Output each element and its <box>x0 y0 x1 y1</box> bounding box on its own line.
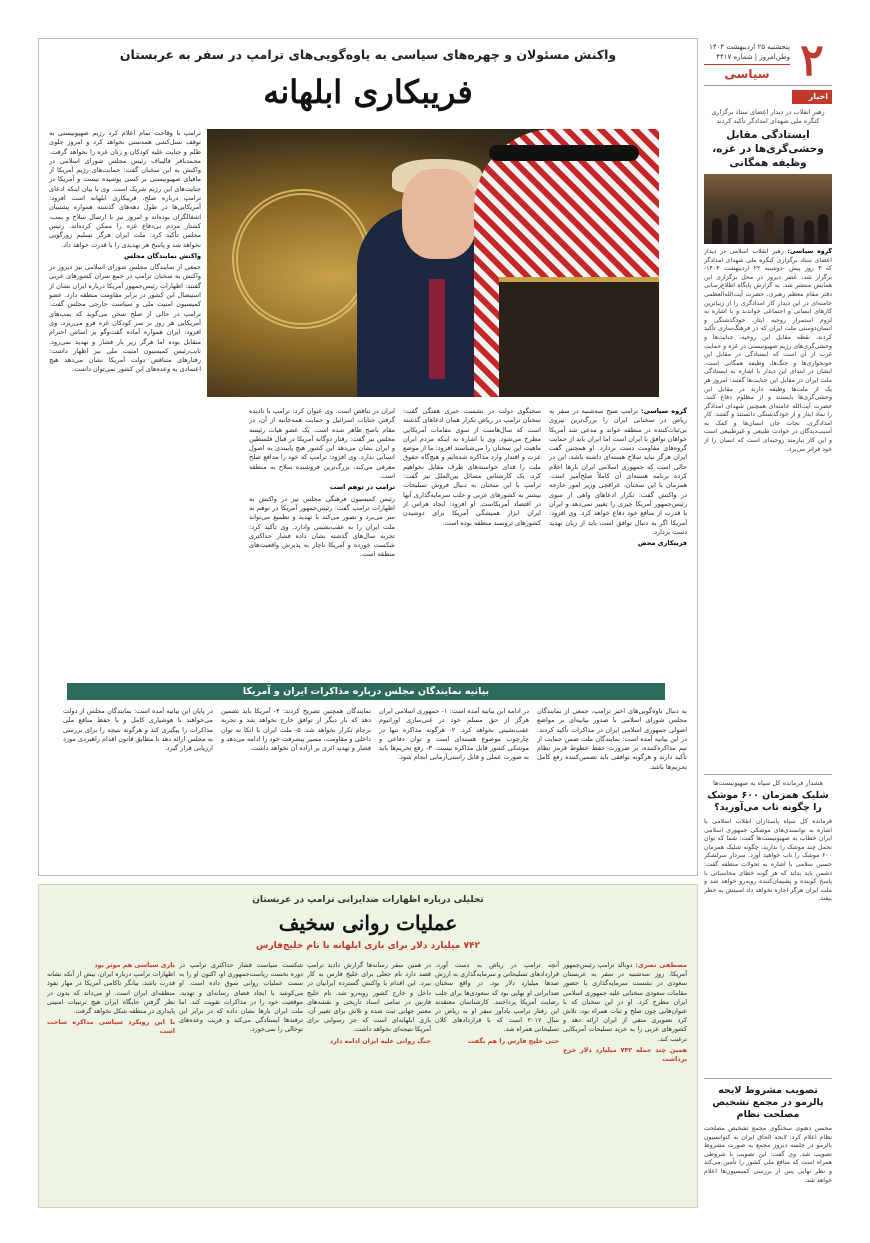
column-text: در همین سفر رسانه‌ها گزارش دادند ترامپ قصد دارد نام جعلی برای خلیج فارس به کار ببرد. این اقدام با واکنش گسترده ایرانیان در داخل و خارج کشور روبه‌رو شد. نام خلیج فارس در تمامی اسناد تاریخی و نقشه‌های معتبر جهانی ثبت شده و تلاش برای تغییر آن، بازی ابلهانه‌ای است که جز رسوایی برای آمریکا نتیجه‌ای نخواهد داشت. <box>307 961 431 1034</box>
author-label: مصطفی نصری: <box>635 961 687 969</box>
analysis-column <box>47 961 175 1201</box>
column-subhead: جنگ روانی علیه ایران ادامه دارد <box>329 1036 431 1045</box>
statement-column: در ادامه این بیانیه آمده است: ۱- جمهوری اسلامی ایران هرگز از حق مسلم خود در غنی‌سازی اورانیوم عقب‌نشینی نخواهد کرد. ۲- هرگونه مذاکره تنها در چارچوب موضوع هسته‌ای است و توان دفاعی و موشکی کشور قابل مذاکره نیست. ۳- رفع تحریم‌ها باید به صورت عملی و قابل راستی‌آزمایی انجام شود. <box>379 707 529 762</box>
date-line <box>704 42 790 62</box>
column-text: آنچه ترامپ در ریاض به دست آورد، قراردادهای تسلیحاتی و سرمایه‌گذاری به ارزش صدها میلیارد دلار بود. در واقع سخنان ضدایرانی او بهایی بود که سعودی‌ها برای جلب رضایت آمریکا پرداختند. کارشناسان معتقدند این رفتار ترامپ یادآور سفر او به ریاض در سال ۲۰۱۷ است که با قراردادهای کلان تسلیحاتی همراه شد. <box>435 961 559 1034</box>
masthead <box>704 35 832 86</box>
column-subhead: حتی خلیج فارس را هم نگفت <box>467 1036 559 1045</box>
analysis-column: شکست سیاست فشار حداکثری ترامپ در دوره نخست ریاست‌جمهوری او، اکنون او را به سمت عملیات روانی سوق داده است. او می‌کوشد با ایجاد فضای رسانه‌ای و تهدید، موقعیت خود را در مذاکرات تقویت کند. اما ملت ایران بارها نشان داده که در برابر این ترفندها ایستادگی می‌کند و فریب وعده‌های توخالی را نمی‌خورد. <box>179 961 303 1034</box>
issue-date: پنجشنبه ۲۵ اردیبهشت ۱۴۰۴ <box>709 43 790 51</box>
analysis-column <box>435 961 559 1201</box>
sidebar-story3-body: محسن دهنوی سخنگوی مجمع تشخیص مصلحت نظام اعلام کرد: لایحه الحاق ایران به کنوانسیون پالرمو در جلسه دیروز مجمع به صورت مشروط تصویب شد. وی گفت: این تصویب با شروطی همراه است که منافع ملی کشور را تأمین می‌کند و نظر نهایی پس از بررسی کمیسیون‌ها اعلام خواهد شد. <box>704 1125 832 1184</box>
statement-column: به دنبال یاوه‌گویی‌های اخیر ترامپ، جمعی از نمایندگان مجلس شورای اسلامی با صدور بیانیه‌ای بر مواضع اصولی جمهوری اسلامی ایران در مذاکرات تأکید کردند. در این بیانیه آمده است: نمایندگان ملت ضمن حمایت از تیم مذاکره‌کننده، بر ضرورت حفظ خطوط قرمز نظام تأکید دارند و هرگونه توافقی باید تضمین‌کننده رفع کامل تحریم‌ها باشد. <box>537 707 687 771</box>
statement-column: در پایان این بیانیه آمده است: نمایندگان مجلس از دولت می‌خواهند با هوشیاری کامل و با حفظ منافع ملی مذاکرات را پیگیری کند و هرگونه نتیجه را برای بررسی به مجلس ارائه دهد تا مطابق قانون اقدام راهبردی مورد ارزیابی قرار گیرد. <box>63 707 213 753</box>
sidebar <box>704 35 832 1208</box>
photo-ornament <box>232 189 372 329</box>
column-text: ایران در تناقض است. وی عنوان کرد: ترامپ با نادیده گرفتن جنایات اسرائیل و حمایت همه‌جانبه از آن، در مقام ناصح ظاهر شده است. یک عضو هیات رئیسه مجلس نیز گفت: رفتار دوگانه آمریکا در قبال فلسطین و ایران نشان می‌دهد این کشور هیچ پایبندی به اصول انسانی ندارد. وی افزود: ترامپ که خود را مدافع صلح معرفی می‌کند، بزرگ‌ترین فروشنده سلاح به منطقه است. <box>249 407 395 481</box>
statement-column: نمایندگان همچنین تصریح کردند: ۴- آمریکا باید تضمین دهد که بار دیگر از توافق خارج نخواهد شد و تجربه برجام تکرار نخواهد شد. ۵- ملت ایران با اتکا به توان داخلی و مقاومت، مسیر پیشرفت خود را ادامه می‌دهد و فشار و تهدید اثری بر اراده آن نخواهد داشت. <box>221 707 371 753</box>
photo-figure <box>728 214 738 244</box>
analysis-headline: عملیات روانی سخیف <box>278 911 458 935</box>
text-column <box>549 407 687 677</box>
lead-label: گروه سیاسی: <box>641 407 687 415</box>
photo-figure <box>712 218 722 244</box>
analysis-subhead: ۷۴۲ میلیارد دلار برای بازی ابلهانه با نام خلیج‌فارس <box>256 941 480 951</box>
analysis-column <box>563 961 687 1201</box>
column-text: جمعی از نمایندگان مجلس شورای اسلامی نیز دیروز در واکنش به سخنان ترامپ در جمع سران کشورهای عربی گفتند: اظهارات رئیس‌جمهور آمریکا درباره ایران نشان از استیصال این کشور در برابر مقاومت منطقه دارد. عضو کمیسیون امنیت ملی و سیاست خارجی مجلس گفت: ترامپ در حالی از صلح سخن می‌گوید که بمب‌های آمریکایی هر روز بر سر کودکان غزه فرو می‌ریزد. وی افزود: ایران همواره آماده گفت‌وگو بر اساس احترام متقابل بوده اما هرگز زیر بار فشار و تهدید نمی‌رود. نایب‌رئیس کمیسیون امنیت ملی نیز اظهار داشت: رفتارهای متناقض دولت آمریکا نشان می‌دهد هیچ اعتمادی به وعده‌های این کشور نمی‌توان داشت. <box>49 263 201 374</box>
column-subhead: فریبکاری محض <box>637 539 687 548</box>
sidebar-story1-photo <box>704 174 832 244</box>
lead-photo <box>207 129 659 397</box>
column-subhead: ترامپ در توهم است <box>329 483 395 492</box>
sidebar-story2-body: فرمانده کل سپاه پاسداران انقلاب اسلامی با اشاره به توانمندی‌های موشکی جمهوری اسلامی ایران خطاب به صهیونیست‌ها گفت: شما که توان تحمل چند موشک را ندارید، چگونه شلیک همزمان ۶۰۰ موشک را تاب خواهید آورد. سردار سرلشکر حسین سلامی با اشاره به تحولات منطقه گفت: دشمن باید بداند که هر گونه خطای محاسباتی با پاسخ کوبنده و پشیمان‌کننده روبه‌رو خواهد شد و ملت ایران هرگز اجازه نخواهد داد امنیتش به خطر بیفتد. <box>704 818 832 903</box>
column-subhead: بازی سیاسی هم موثر بود <box>94 961 175 969</box>
analysis-column <box>307 961 431 1201</box>
sidebar-story1-kicker: رهبر انقلاب در دیدار اعضای ستاد برگزاری کنگره ملی شهدای امدادگر تأکید کردند <box>711 108 825 125</box>
text-column <box>49 129 201 677</box>
column-text: ترامپ با وقاحت تمام اعلام کرد رژیم صهیونیستی به توقف نسل‌کشی همدستی نخواهد کرد و امروز جلوی ظلم و جنایت علیه کودکان و زنان غزه را نخواهد گرفت. محمدباقر قالیباف رئیس مجلس شورای اسلامی در واکنش به این سخنان گفت: حمایت‌های رژیم آمریکا از مافیای صهیونیستی بر کسی پوشیده نیست و آمریکا در جنایت‌های این رژیم شریک است. وی با بیان اینکه ادعای ترامپ درباره صلح، فریبکاری ابلهانه است افزود: آمریکایی‌ها در طول دهه‌های گذشته همواره پشتیبان اشغالگران بوده‌اند و امروز نیز با ارسال سلاح و بمب، کشتار مردم بی‌دفاع غزه را ممکن کرده‌اند. رئیس مجلس تأکید کرد: ملت ایران هرگز تسلیم زورگویی نخواهد شد و پاسخ هر تهدیدی را با قدرت خواهد داد. <box>49 129 201 249</box>
analysis-box <box>38 884 698 1208</box>
sidebar-story2-kicker: هشدار فرمانده کل سپاه به صهیونیست‌ها <box>713 779 823 787</box>
column-subhead: با این رویکرد سیاسی مذاکره ساخت است <box>47 1018 175 1036</box>
sidebar-story1-headline: ایستادگی مقابل وحشی‌گری‌ها در غزه، وظیفه همگانی <box>712 129 824 169</box>
column-text: رئیس کمیسیون فرهنگی مجلس نیز در واکنش به اظهارات ترامپ گفت: رئیس‌جمهور آمریکا در توهم به سر می‌برد و تصور می‌کند با تهدید و تطمیع می‌تواند ملت ایران را به عقب‌نشینی وادارد. وی تأکید کرد: تجربه سال‌های گذشته نشان داده فشار حداکثری شکست خورده و آمریکا ناچار به پذیرش واقعیت‌های منطقه است. <box>249 494 395 559</box>
section-name: سیاسی <box>704 64 790 82</box>
sidebar-story2-headline: شلیک همزمان ۶۰۰ موشک را چگونه تاب می‌آورید؟ <box>707 790 829 813</box>
column-text: دونالد ترامپ رئیس‌جمهور آمریکا، روز سه‌شنبه در سفر به عربستان سعودی در نشست سرمایه‌گذاری با حضور مقامات سعودی سخنانی علیه جمهوری اسلامی ایران مطرح کرد. او در این سخنان که با عنوان‌هایی چون صلح و ثبات همراه بود، تلاش کرد تصویری منفی از ایران ارائه دهد و کشورهای عربی را به خرید تسلیحات آمریکایی ترغیب کند. <box>563 961 687 1043</box>
main-story <box>38 38 698 876</box>
column-text: اظهارات ترامپ درباره ایران، بیش از آنکه نشانه قدرت باشد، بیانگر ناکامی آمریکا در مهار نفوذ منطقه‌ای ایران است. او می‌داند که بدون در نظر گرفتن جایگاه ایران هیچ ترتیبات امنیتی پایداری در منطقه شکل نخواهد گرفت. <box>47 970 175 1016</box>
photo-figure <box>784 216 794 244</box>
text-column <box>249 407 395 677</box>
main-story-kicker: واکنش مسئولان و چهره‌های سیاسی به یاوه‌گویی‌های ترامپ در سفر به عربستان <box>119 47 617 62</box>
photo-figure-face <box>402 169 477 259</box>
page-number: ۲ <box>800 35 824 86</box>
sidebar-story3 <box>704 1078 832 1208</box>
analysis-kicker: تحلیلی درباره اظهارات ضدایرانی ترامپ در عربستان <box>252 895 484 905</box>
sidebar-story3-headline: تصویب مشروط لایحه پالرمو در مجمع تشخیص مصلحت نظام <box>712 1085 824 1120</box>
photo-figure-tie <box>429 279 445 379</box>
photo-figure-agal <box>489 145 639 161</box>
column-subhead: همین چند جمله ۷۴۲ میلیارد دلار خرج برداشت <box>563 1045 687 1064</box>
photo-figure <box>744 222 754 244</box>
column-subhead: واکنش نمایندگان مجلس <box>124 251 201 260</box>
photo-figure <box>764 210 774 244</box>
photo-figure <box>818 214 828 244</box>
column-text: ترامپ صبح سه‌شنبه در سفر به ریاض در سخنانی ایران را بزرگ‌ترین نیروی بی‌ثبات‌کننده در منطقه خواند و مدعی شد آمریکا خواهان توافق با ایران است اما ایران باید از حمایت گروه‌های مقاومت دست بردارد. او همچنین گفت ایران هرگز نباید سلاح هسته‌ای داشته باشد. این در حالی است که جمهوری اسلامی ایران بارها اعلام کرده برنامه هسته‌ای آن کاملاً صلح‌آمیز است. همزمان با این سخنان، عراقچی وزیر امور خارجه در واکنش گفت: تکرار ادعاهای واهی از سوی رئیس‌جمهور آمریکا چیزی را تغییر نمی‌دهد و ایران با قدرت از منافع خود دفاع خواهد کرد. وی افزود: آمریکا اگر به دنبال توافق است باید از زبان تهدید دست بردارد. <box>549 407 687 536</box>
sidebar-story1-text: رهبر انقلاب اسلامی در دیدار اعضای ستاد برگزاری کنگره ملی شهدای امدادگر که ۳ روز پیش -دوشنبه ۲۲ اردیبهشت ۱۴۰۴- برگزار شد، عصر دیروز در محل برگزاری این همایش منتشر شد. به گزارش پایگاه اطلاع‌رسانی دفتر مقام معظم رهبری، حضرت آیت‌الله‌العظمی خامنه‌ای در این دیدار کار امدادگری را از زیباترین کارهای انسانی و اجتماعی خواندند و با اشاره به لزوم استمرار روحیه ایثار، خودگذشتگی و انسان‌دوستی ملت ایران که در فرهنگ‌سازی تأکید کردند، نقطه مقابل این روحیه، جنایت‌ها و وحشی‌گری‌های رژیم صهیونیستی در غزه و حمایت غرب از آن است که ایستادگی در مقابل این خونخواری‌ها و جنگ‌ها، وظیفه همگانی است. ایشان در ابتدای این دیدار با اشاره به ایستادگی ملت ایران در مقابل این جنایت‌ها گفتند: امروز هر یک از ملت‌ها وظیفه دارند در مقابل این وحشی‌گری‌ها بایستند و از مظلوم دفاع کنند. حضرت آیت‌الله خامنه‌ای همچنین شهدای امدادگر را نماد ایثار و از خودگذشتگی دانستند و گفتند: کار امدادگری، نجات جان انسان‌ها و کمک به آسیب‌دیدگان در حوادث طبیعی و غیرطبیعی است و این کار نیازمند روحیه‌ای است که انسان را از خود فراتر می‌برد. <box>704 248 832 453</box>
main-story-headline: فریبکاری ابلهانه <box>263 73 473 111</box>
divider <box>704 774 832 775</box>
statement-banner: بیانیه نمایندگان مجلس درباره مذاکرات ایران و آمریکا <box>67 683 665 700</box>
sidebar-story1-lead-label: گروه سیاسی: <box>787 248 832 255</box>
news-tag: اخبار <box>792 90 832 104</box>
sidebar-story1-body <box>704 248 832 768</box>
photo-figure-bisht <box>499 277 659 397</box>
issue-number: وطن‌امروز | شماره ۴۴۱۷ <box>716 53 790 61</box>
text-column: سخنگوی دولت در نشست خبری هفتگی گفت: سخنان ترامپ در ریاض تکرار همان ادعاهای گذشته است که سال‌هاست از سوی مقامات آمریکایی مطرح می‌شود. وی با اشاره به اینکه مردم ایران ماهیت این سخنان را می‌شناسند افزود: ما از موضع عزت و اقتدار وارد مذاکره شده‌ایم و هیچ‌گاه حقوق ملت را فدای خواسته‌های طرف مقابل نخواهیم کرد. یک کارشناس مسائل بین‌الملل نیز گفت: ترامپ با این سخنان به دنبال فروش تسلیحات بیشتر به کشورهای عربی و جلب سرمایه‌گذاری آنها در اقتصاد آمریکاست. او افزود: ایجاد هراس از ایران ابزار همیشگی آمریکا برای دوشیدن کشورهای ثروتمند منطقه بوده است. <box>403 407 541 527</box>
photo-figure <box>804 220 814 244</box>
